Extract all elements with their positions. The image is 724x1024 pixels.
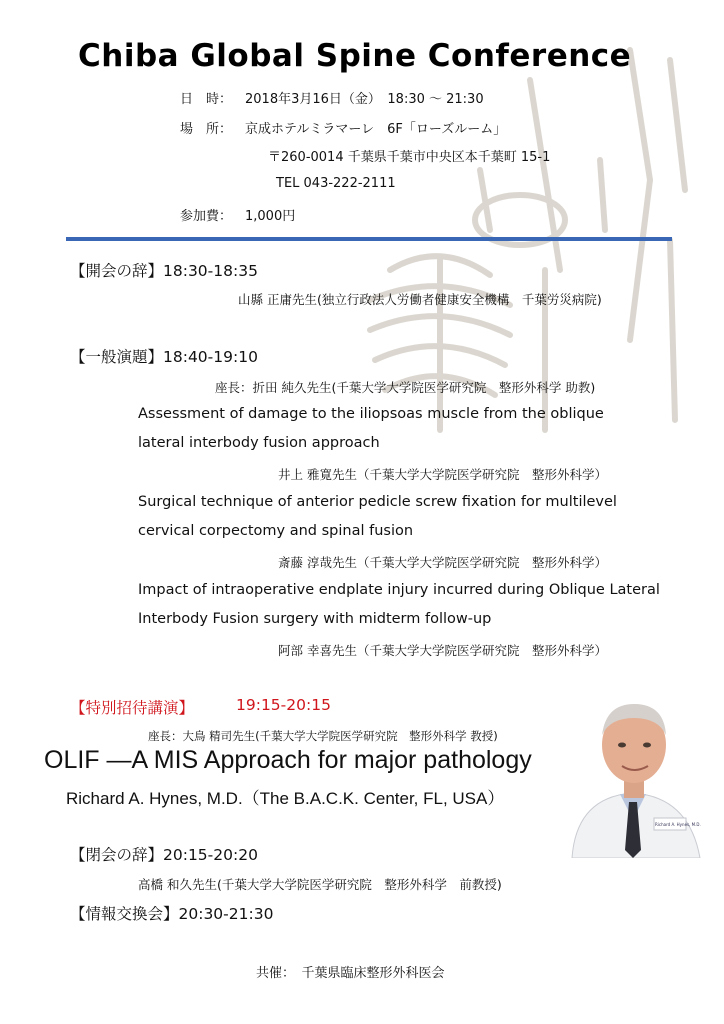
opening-heading: 【開会の辞】18:30-18:35 xyxy=(70,262,258,280)
talk-1-title-line1: Assessment of damage to the iliopsoas muscle from the oblique xyxy=(138,406,604,422)
special-time: 19:15-20:15 xyxy=(236,696,331,714)
date-value: 2018年3月16日（金） 18:30 ～ 21:30 xyxy=(245,92,484,107)
venue-address: 〒260-0014 千葉県千葉市中央区本千葉町 15-1 xyxy=(268,150,551,165)
talk-2-speaker: 斎藤 淳哉先生（千葉大学大学院医学研究院 整形外科学） xyxy=(278,555,607,570)
conference-title: Chiba Global Spine Conference xyxy=(78,38,632,74)
closing-heading: 【閉会の辞】20:15-20:20 xyxy=(70,846,258,864)
venue-value: 京成ホテルミラマーレ 6F「ローズルーム」 xyxy=(245,122,507,137)
special-chair: 座長：大鳥 精司先生(千葉大学大学院医学研究院 整形外科学 教授) xyxy=(148,729,498,743)
talk-3-title-line1: Impact of intraoperative endplate injury incurred during Oblique Lateral xyxy=(138,582,660,598)
talk-3-title-line2: Interbody Fusion surgery with midterm follow-up xyxy=(138,611,492,627)
talk-1-speaker: 井上 雅寛先生（千葉大学大学院医学研究院 整形外科学） xyxy=(278,467,607,482)
special-lecture-title: OLIF —A MIS Approach for major pathology xyxy=(44,746,532,774)
special-heading: 【特別招待講演】 xyxy=(70,699,195,717)
talk-2-title-line2: cervical corpectomy and spinal fusion xyxy=(138,523,414,539)
closing-speaker: 高橋 和久先生(千葉大学大学院医学研究院 整形外科学 前教授) xyxy=(138,877,502,892)
talk-3-speaker: 阿部 幸喜先生（千葉大学大学院医学研究院 整形外科学） xyxy=(278,643,607,658)
talk-2-title-line1: Surgical technique of anterior pedicle screw fixation for multilevel xyxy=(138,494,617,510)
talk-1-title-line2: lateral interbody fusion approach xyxy=(138,435,380,451)
exchange-heading: 【情報交換会】20:30-21:30 xyxy=(70,905,274,923)
special-lecturer: Richard A. Hynes, M.D.（The B.A.C.K. Center, FL, USA） xyxy=(66,789,505,808)
opening-speaker: 山縣 正庸先生(独立行政法人労働者健康安全機構 千葉労災病院) xyxy=(238,292,602,307)
general-chair: 座長：折田 純久先生(千葉大学大学院医学研究院 整形外科学 助教) xyxy=(215,380,596,395)
fee-label: 参加費： xyxy=(180,209,233,224)
divider-line xyxy=(66,237,672,241)
coat-name-text: Richard A. Hynes, M.D. xyxy=(655,822,701,827)
venue-label: 場 所： xyxy=(180,122,233,137)
fee-value: 1,000円 xyxy=(245,209,296,224)
lecturer-photo xyxy=(562,690,704,858)
cohost: 共催： 千葉県臨床整形外科医会 xyxy=(256,966,445,981)
venue-tel: TEL 043-222-2111 xyxy=(276,176,396,191)
general-heading: 【一般演題】18:40-19:10 xyxy=(70,348,258,366)
date-label: 日 時： xyxy=(180,92,233,107)
